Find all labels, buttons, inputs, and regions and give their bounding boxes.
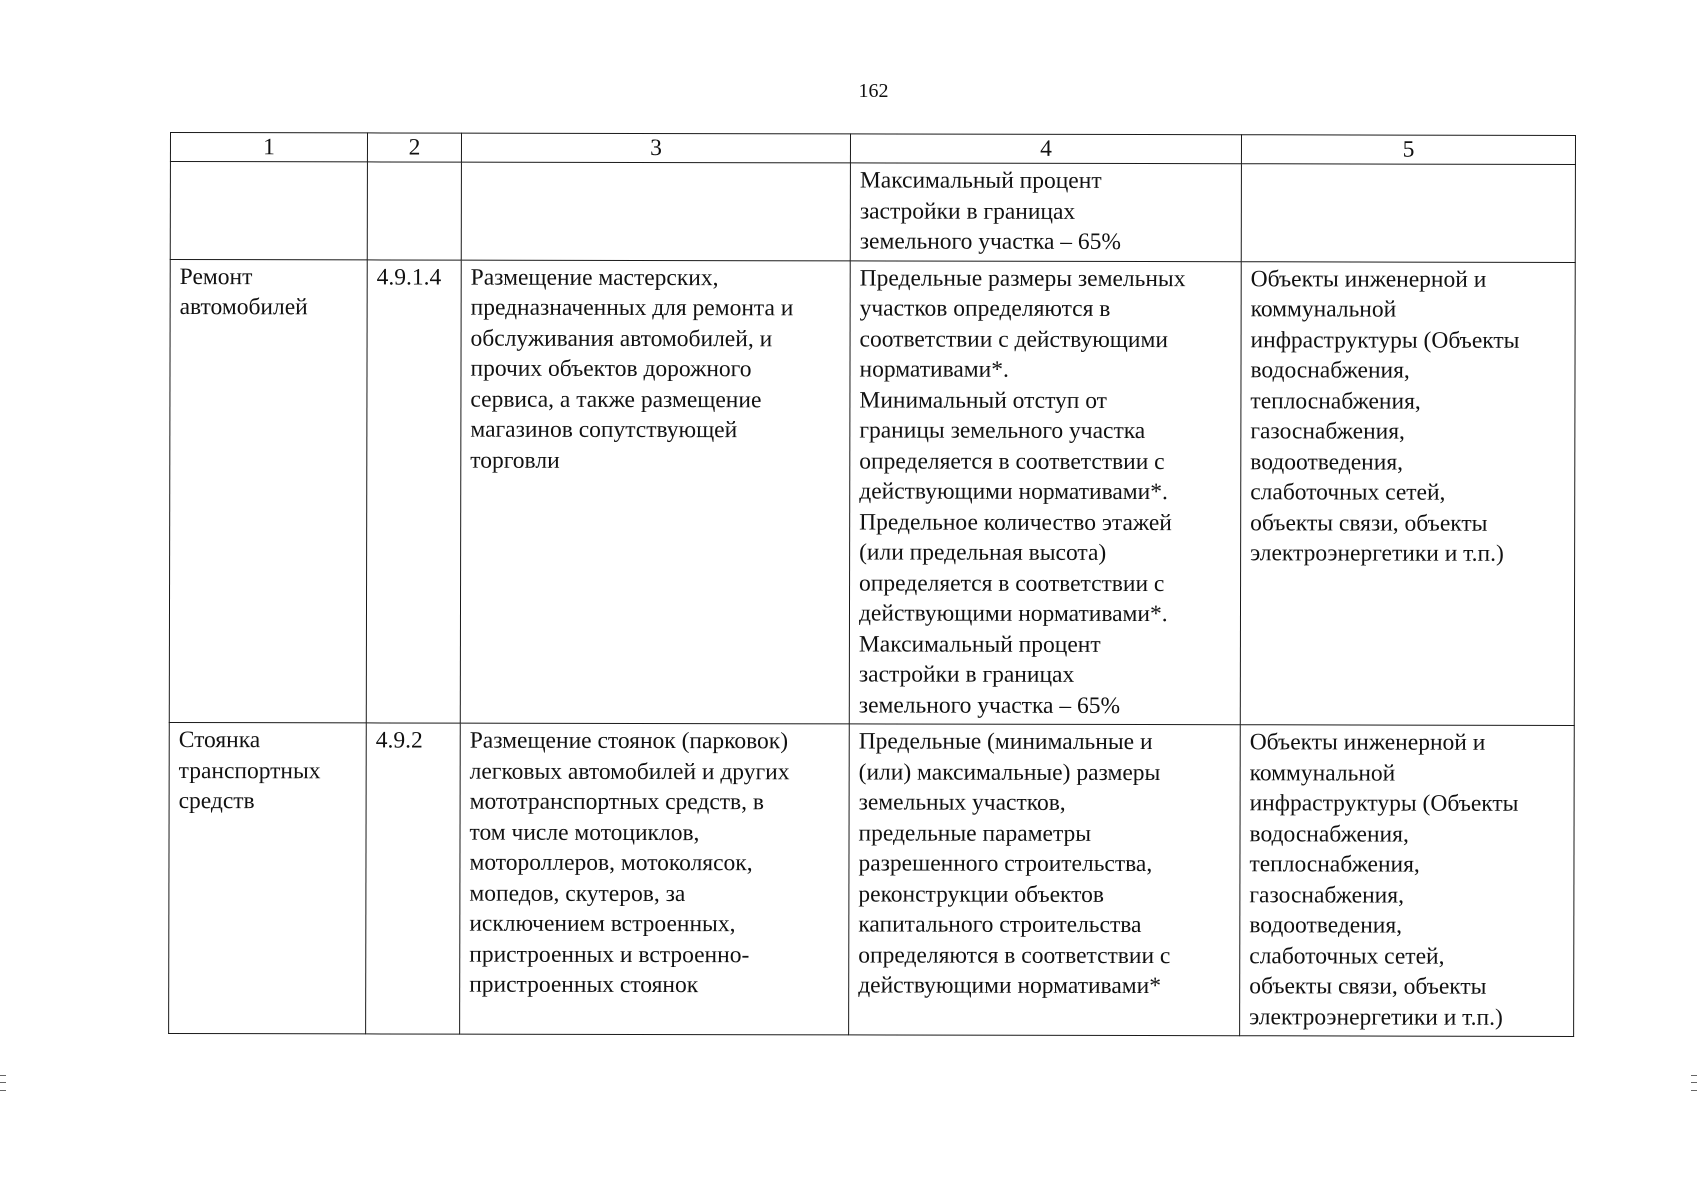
cell-text-line: электроэнергетики и т.п.) — [1249, 1003, 1503, 1031]
cell-text-line: мотороллеров, мотоколясок, — [469, 849, 753, 877]
cell-text-line: мототранспортных средств, в — [469, 788, 765, 816]
table-row — [169, 722, 1575, 1036]
cell-text-line: мопедов, скутеров, за — [469, 880, 686, 907]
description-cell — [460, 260, 850, 724]
column-header-5: 5 — [1241, 135, 1575, 165]
cell-text-line: магазинов сопутствующей — [470, 416, 738, 444]
cell-text-line: земельных участков, — [858, 789, 1066, 816]
cell-text-line: (или) максимальные) размеры — [858, 758, 1161, 786]
cell-text-line: водоснабжения, — [1250, 357, 1410, 384]
cell-text-line: том числе мотоциклов, — [469, 819, 700, 846]
cell-text-line: Максимальный процент — [859, 167, 1102, 194]
parameters-cell — [850, 163, 1241, 261]
page-number: 162 — [858, 80, 889, 102]
scan-edge-mark-left — [0, 1075, 6, 1091]
description-cell — [460, 723, 850, 1035]
cell-text-line: средств — [178, 788, 255, 815]
column-header-3: 3 — [461, 133, 850, 163]
infrastructure-cell — [1240, 261, 1575, 725]
cell-text-line: объекты связи, объекты — [1250, 509, 1488, 537]
cell-text-line: земельного участка – 65% — [859, 228, 1122, 255]
cell-text-line: определяются в соответствии с — [858, 941, 1171, 969]
cell-text-line: разрешенного строительства, — [858, 850, 1153, 878]
cell-text-line: Ремонт — [179, 263, 253, 290]
cell-text-line: пристроенных и встроенно- — [469, 941, 750, 968]
code-cell — [366, 259, 461, 723]
cell-text-line: коммунальной — [1249, 759, 1396, 787]
cell-text-line: Предельные размеры земельных — [859, 264, 1186, 292]
cell-text-line: инфраструктуры (Объекты — [1249, 790, 1519, 817]
parameters-cell — [849, 260, 1241, 724]
infrastructure-cell — [1240, 725, 1575, 1037]
cell-text-line: пристроенных стоянок — [469, 971, 699, 999]
cell-text-line: Объекты инженерной и — [1249, 729, 1486, 756]
cell-text-line: 4.9.1.4 — [376, 263, 442, 291]
cell-text-line: объекты связи, объекты — [1249, 973, 1487, 1000]
cell-text-line: легковых автомобилей и других — [469, 758, 790, 785]
code-cell — [367, 162, 461, 260]
column-header-4: 4 — [850, 134, 1241, 164]
land-use-table — [168, 132, 1576, 1037]
cell-text-line: сервиса, а также размещение — [470, 386, 762, 413]
cell-text-line: соответствии с действующими — [859, 325, 1168, 353]
scan-edge-mark-right — [1691, 1075, 1697, 1091]
cell-text-line: транспортных — [178, 757, 321, 784]
cell-text-line: застройки в границах — [859, 197, 1076, 225]
cell-text-line: прочих объектов дорожного — [470, 355, 752, 383]
cell-text-line: действующими нормативами* — [858, 972, 1162, 1000]
code-cell — [366, 723, 461, 1034]
cell-text-line: предназначенных для ремонта и — [470, 294, 794, 322]
cell-text-line: водоотведения, — [1249, 912, 1403, 939]
cell-text-line: Минимальный отступ от — [859, 386, 1107, 414]
cell-text-line: Предельные (минимальные и — [858, 728, 1153, 756]
table-row — [170, 162, 1575, 262]
table-header-row — [170, 133, 1575, 165]
parameters-cell — [849, 724, 1241, 1036]
use-name-cell — [169, 259, 367, 723]
column-header-2: 2 — [367, 133, 461, 162]
cell-text-line: слаботочных сетей, — [1249, 942, 1445, 970]
cell-text-line: торговли — [470, 447, 560, 474]
cell-text-line: автомобилей — [179, 294, 308, 321]
cell-text-line: обслуживания автомобилей, и — [470, 325, 773, 352]
cell-text-line: действующими нормативами*. — [859, 478, 1168, 506]
infrastructure-cell — [1241, 164, 1575, 262]
cell-text-line: газоснабжения, — [1250, 418, 1405, 445]
cell-text-line: реконструкции объектов — [858, 880, 1104, 908]
cell-text-line: инфраструктуры (Объекты — [1250, 326, 1520, 354]
cell-text-line: водоотведения, — [1250, 448, 1404, 476]
cell-text-line: Размещение мастерских, — [470, 264, 719, 291]
cell-text-line: Максимальный процент — [858, 630, 1101, 658]
cell-text-line: исключением встроенных, — [469, 910, 736, 938]
cell-text-line: электроэнергетики и т.п.) — [1250, 540, 1504, 567]
cell-text-line: коммунальной — [1250, 296, 1397, 323]
description-cell — [461, 162, 850, 260]
cell-text-line: земельного участка – 65% — [858, 691, 1121, 719]
cell-text-line: теплоснабжения, — [1249, 851, 1420, 878]
table-row — [169, 259, 1575, 725]
cell-text-line: (или предельная высота) — [859, 539, 1107, 566]
cell-text-line: границы земельного участка — [859, 417, 1146, 445]
cell-text-line: определяется в соответствии с — [859, 569, 1165, 597]
cell-text-line: участков определяются в — [859, 295, 1111, 322]
cell-text-line: Предельное количество этажей — [859, 508, 1172, 536]
cell-text-line: застройки в границах — [858, 661, 1075, 688]
cell-text-line: действующими нормативами*. — [858, 600, 1168, 628]
cell-text-line: газоснабжения, — [1249, 881, 1404, 909]
cell-text-line: предельные параметры — [858, 819, 1092, 847]
cell-text-line: Размещение стоянок (парковок) — [469, 727, 789, 755]
column-header-1: 1 — [170, 133, 367, 162]
cell-text-line: Стоянка — [178, 727, 261, 754]
cell-text-line: 4.9.2 — [375, 727, 423, 754]
cell-text-line: нормативами*. — [859, 356, 1009, 383]
cell-text-line: Объекты инженерной и — [1250, 265, 1487, 293]
cell-text-line: слаботочных сетей, — [1250, 479, 1446, 506]
cell-text-line: теплоснабжения, — [1250, 387, 1421, 415]
use-name-cell — [170, 162, 367, 260]
use-name-cell — [169, 722, 367, 1033]
cell-text-line: водоснабжения, — [1249, 820, 1409, 848]
cell-text-line: определяется в соответствии с — [859, 447, 1165, 475]
cell-text-line: капитального строительства — [858, 911, 1142, 939]
